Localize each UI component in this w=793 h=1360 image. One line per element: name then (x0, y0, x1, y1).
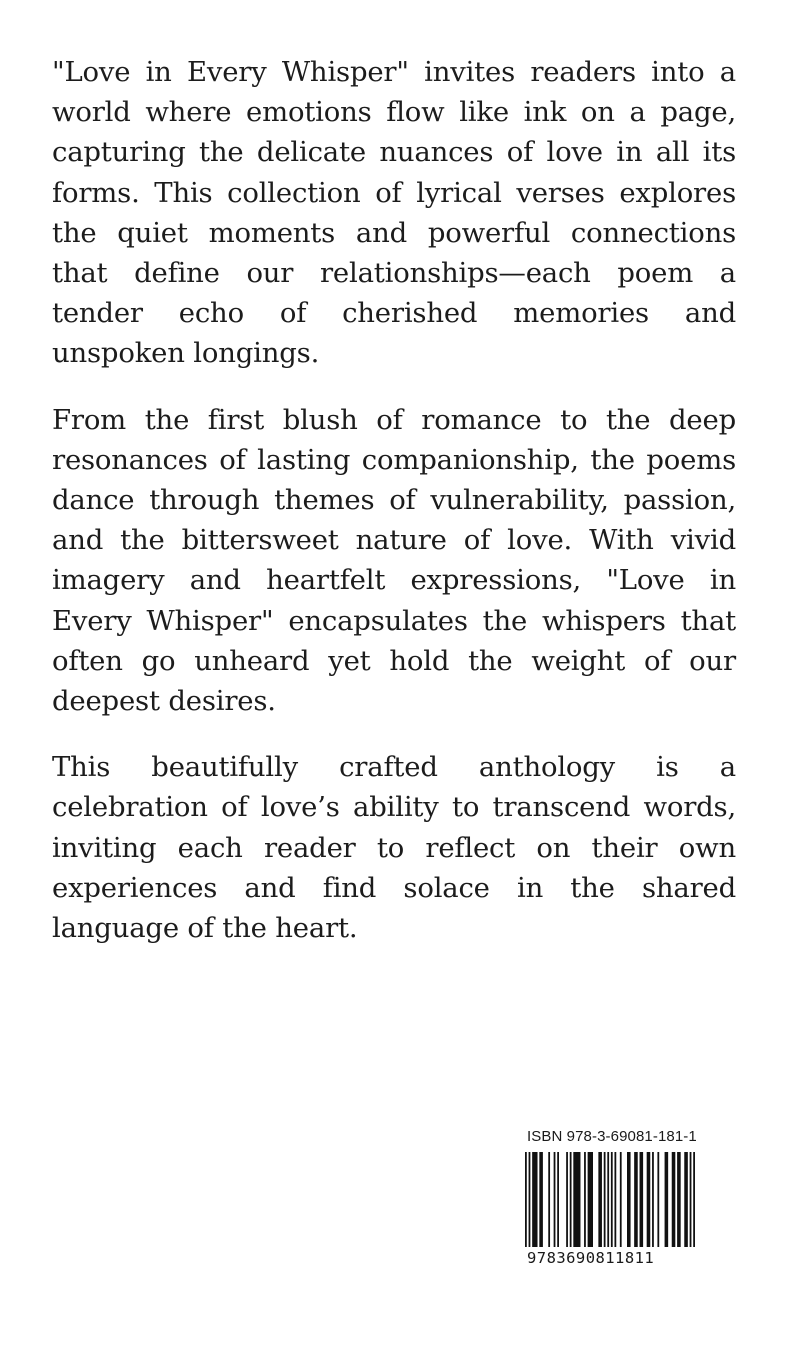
barcode-bar-9 (573, 1152, 580, 1247)
barcode-bar-17 (620, 1152, 622, 1247)
barcode-bar-8 (570, 1152, 572, 1247)
isbn-label: ISBN 978-3-69081-181-1 (527, 1128, 697, 1145)
barcode-bar-12 (598, 1152, 602, 1247)
barcode-digits: 9783690811811 (527, 1249, 655, 1267)
barcode-bar-22 (652, 1152, 654, 1247)
barcode-bar-26 (677, 1152, 681, 1247)
barcode-bar-20 (640, 1152, 644, 1247)
barcode-bar-4 (548, 1152, 550, 1247)
barcode-bar-19 (634, 1152, 638, 1247)
barcode-bar-13 (604, 1152, 606, 1247)
description-paragraph-2: From the first blush of romance to the deep resonances of lasting companionship, the poems dance through themes of vulnerability, passion, and the bittersweet nature of love. With vivid imagery and heartfelt expressions, "Love in Every Whisper" encapsulates the whispers that often go unheard yet hold the weight of our deepest desires. (52, 403, 736, 718)
barcode-bar-18 (627, 1152, 631, 1247)
barcode-bar-0 (525, 1152, 527, 1247)
description-paragraph-3: This beautifully crafted anthology is a celebration of love’s ability to transcend words, inviting each reader to reflect on their own experiences and find solace in the shared language of the heart. (52, 751, 736, 945)
barcode-bar-23 (657, 1152, 659, 1247)
barcode-bar-28 (690, 1152, 692, 1247)
barcode-bar-1 (529, 1152, 531, 1247)
barcode-bar-11 (588, 1152, 593, 1247)
barcode-bar-10 (584, 1152, 586, 1247)
barcode-bar-5 (554, 1152, 556, 1247)
barcode-bar-14 (607, 1152, 609, 1247)
barcode-bar-3 (539, 1152, 543, 1247)
barcode-bar-25 (672, 1152, 676, 1247)
isbn-barcode (521, 1128, 701, 1280)
barcode-bar-7 (566, 1152, 568, 1247)
barcode-bar-29 (693, 1152, 695, 1247)
back-cover-description (52, 52, 736, 974)
barcode-bar-27 (684, 1152, 688, 1247)
barcode-bar-21 (647, 1152, 651, 1247)
barcode-bars (525, 1152, 695, 1247)
description-paragraph-1: "Love in Every Whisper" invites readers into a world where emotions flow like ink on a page, capturing the delicate nuances of love in all its forms. This collection of lyrical verses explores the quiet moments and powerful connections that define our relationships—each poem a tender echo of cherished memories and unspoken longings. (52, 56, 736, 370)
barcode-bar-16 (614, 1152, 616, 1247)
barcode-bar-2 (532, 1152, 537, 1247)
barcode-bar-15 (611, 1152, 613, 1247)
barcode-bar-6 (557, 1152, 559, 1247)
barcode-bar-24 (665, 1152, 669, 1247)
